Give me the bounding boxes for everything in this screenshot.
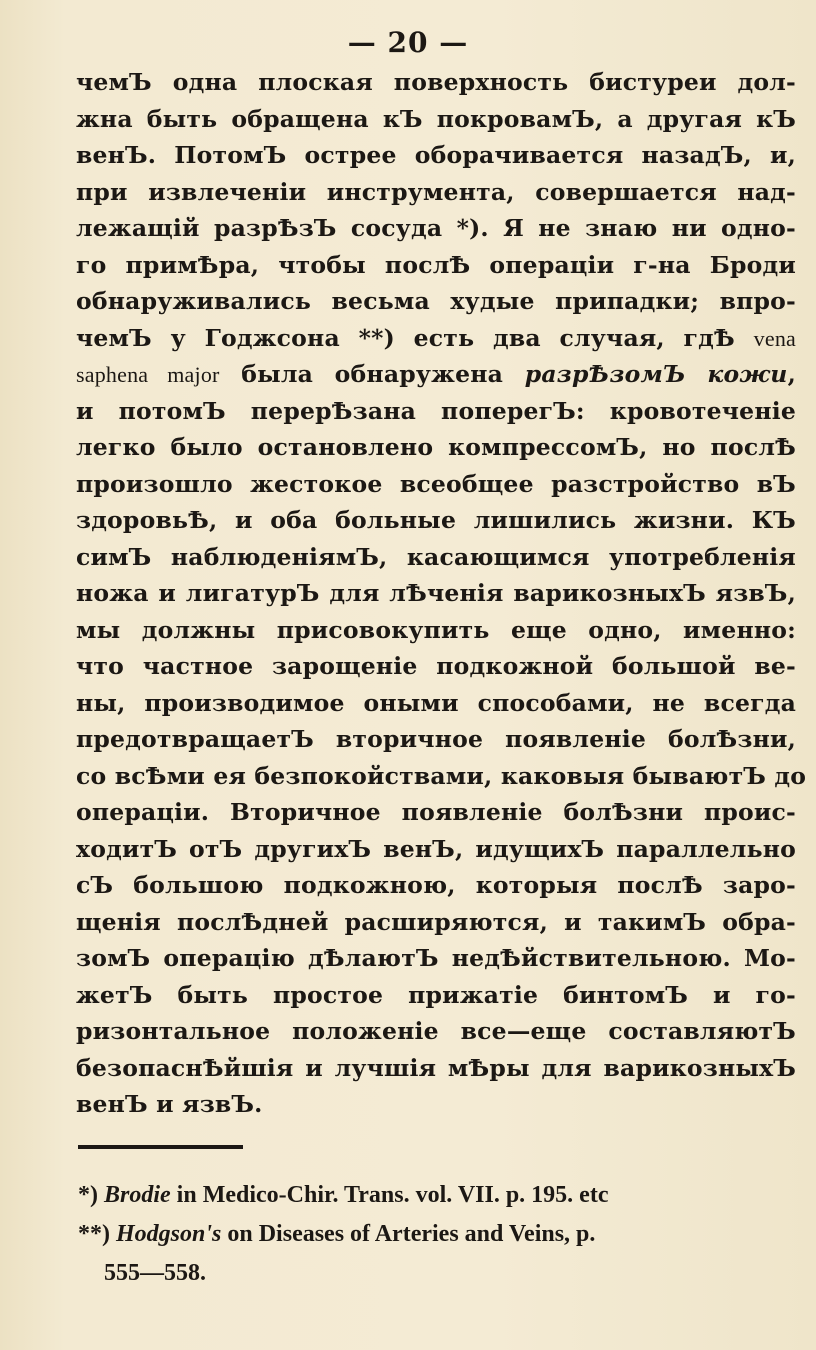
text-line: чемЪ одна плоская поверхность бистуреи дол- xyxy=(76,68,796,96)
text-line: что частное зарощеніе подкожной большой ве- xyxy=(76,652,796,680)
footnote-continuation: 555—558. xyxy=(104,1260,206,1286)
text-line: операціи. Вторичное появленіе болѢзни проис- xyxy=(76,798,796,826)
text-line: венЪ и язвЪ. xyxy=(76,1090,263,1118)
text-line: симЪ наблюденіямЪ, касающимся употребленія xyxy=(76,542,796,571)
footnotes xyxy=(78,1176,798,1293)
footnote-divider xyxy=(78,1145,243,1149)
text-line: при извлеченіи инструмента, совершается над- xyxy=(76,177,796,206)
text-line: го примѢра, чтобы послѢ операціи г-на Броди xyxy=(76,250,796,279)
footnote-mark: *) xyxy=(78,1182,98,1208)
footnote-mark: **) xyxy=(78,1221,110,1247)
page-number: — 20 — xyxy=(347,26,469,59)
text-line: венЪ. ПотомЪ острее оборачивается назадЪ, и, xyxy=(76,141,796,169)
text-line xyxy=(76,320,796,357)
text-line: щенія послѢдней расширяются, и такимЪ обра- xyxy=(76,907,796,936)
text-line: ризонтальное положеніе все—еще составляютЪ xyxy=(76,1017,796,1045)
footnote-text: in Medico-Chir. Trans. vol. VII. p. 195. etc xyxy=(176,1182,609,1208)
text-line: ны, производимое оными способами, не всегда xyxy=(76,688,796,717)
footnote-author: Brodie xyxy=(104,1182,171,1208)
text-line xyxy=(76,356,796,393)
text-line: здоровьѢ, и оба больные лишились жизни. КЪ xyxy=(76,506,796,534)
text-line: и потомЪ перерѢзана поперегЪ: кровотеченіе xyxy=(76,396,796,425)
text-line: сЪ большою подкожною, которыя послѢ заро- xyxy=(76,871,796,899)
footnote xyxy=(78,1215,798,1254)
text-line: легко было остановлено компрессомЪ, но послѢ xyxy=(76,433,796,461)
latin-term: vena xyxy=(753,325,796,351)
text-segment: чемЪ у Годжсона **) есть два случая, гдѢ xyxy=(76,323,754,352)
text-line: мы должны присовокупить еще одно, именно: xyxy=(76,615,796,644)
footnote-text: on Diseases of Arteries and Veins, p. xyxy=(227,1221,596,1247)
text-line: жетЪ быть простое прижатіе бинтомЪ и го- xyxy=(76,980,796,1009)
italic-phrase: разрѢзомЪ кожи xyxy=(524,360,788,388)
footnote-author: Hodgson's xyxy=(116,1221,222,1247)
text-line: ходитЪ отЪ другихЪ венЪ, идущихЪ параллельно xyxy=(76,834,796,863)
text-line: зомЪ операцію дѢлаютЪ недѢйствительною. Мо- xyxy=(76,944,796,972)
latin-term: saphena major xyxy=(76,362,220,387)
text-line: со всѢми ея безпокойствами, каковыя бываютЪ до xyxy=(76,761,807,790)
text-line: безопаснѢйшія и лучшія мѢры для варикозныхЪ xyxy=(76,1053,796,1082)
text-segment: была обнаружена xyxy=(219,360,525,388)
text-line: произошло жестокое всеобщее разстройство вЪ xyxy=(76,469,796,498)
text-line: жна быть обращена кЪ покровамЪ, а другая кЪ xyxy=(76,104,796,133)
text-line: обнаруживались весьма худые припадки; впро- xyxy=(76,287,796,315)
text-line: ножа и лигатурЪ для лѢченія варикозныхЪ язвЪ, xyxy=(76,579,796,607)
body-text xyxy=(76,64,807,1123)
text-line: лежащій разрѢзЪ сосуда *). Я не знаю ни одно- xyxy=(76,214,796,242)
text-line: предотвращаетЪ вторичное появленіе болѢзни, xyxy=(76,725,796,753)
footnote xyxy=(78,1176,798,1215)
text-segment: , xyxy=(787,360,796,388)
